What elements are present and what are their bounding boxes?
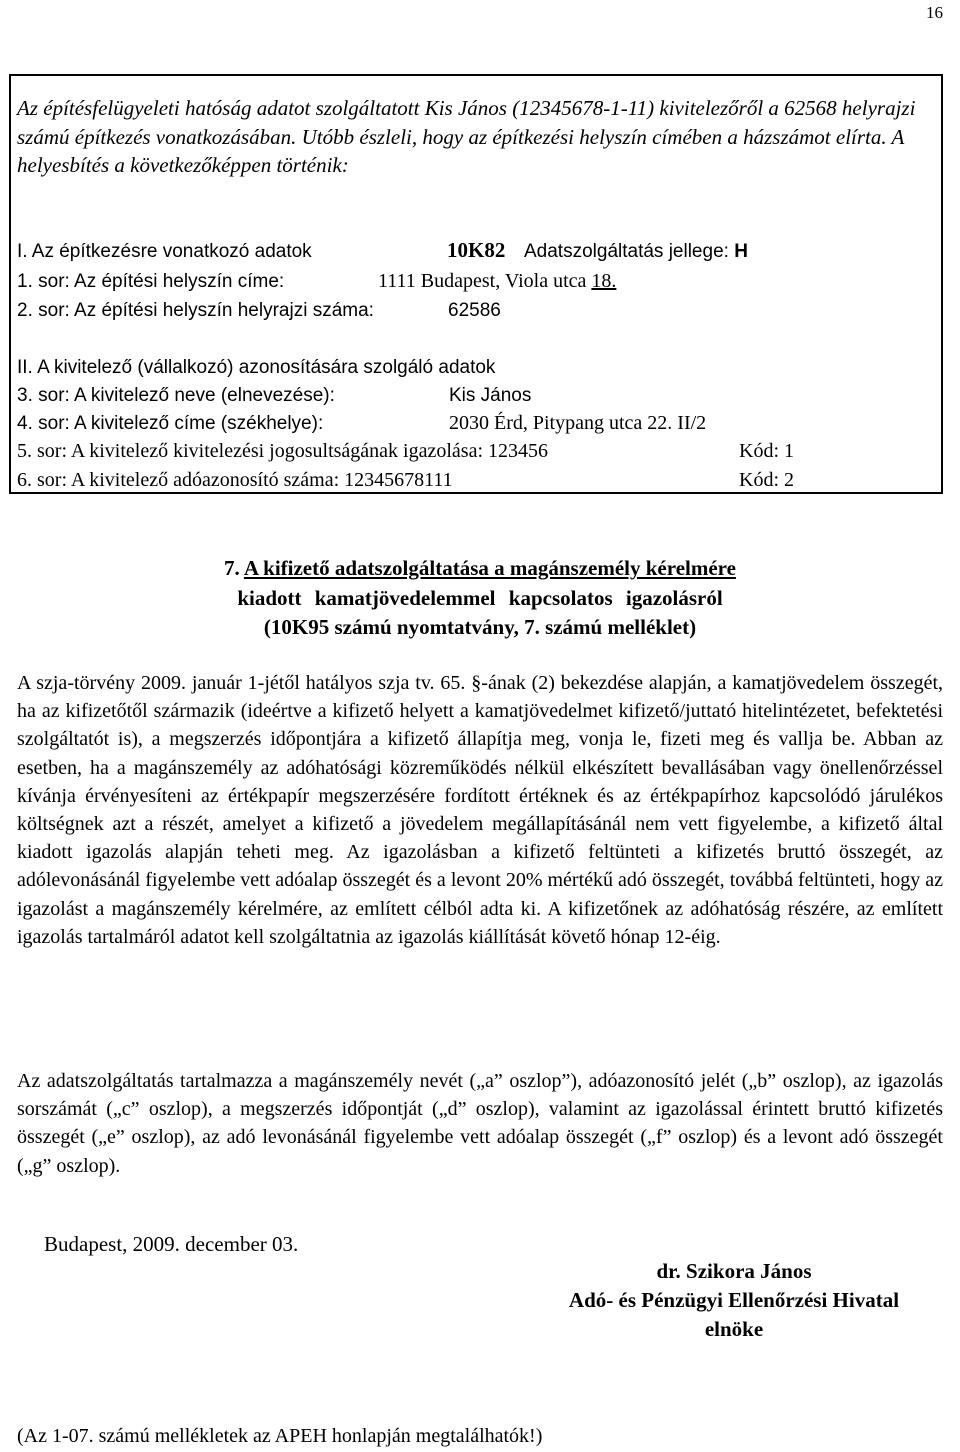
example-intro-text: Az építésfelügyeleti hatóság adatot szolgáltatott Kis János (12345678-1-11) kivitelezőről a 62568 helyrajzi számú építkezés vonatkozásában. Utóbb észleli, hogy az építkezési helyszín címében a házszámot elírta. A helyesbítés a következőképpen történik: <box>17 96 916 177</box>
signatory-role: elnöke <box>704 1317 764 1341</box>
section2-title: II. A kivitelező (vállalkozó) azonosítására szolgáló adatok <box>17 357 496 378</box>
row3-value: Kis János <box>449 385 532 406</box>
data-type-label <box>524 241 748 263</box>
section7-heading-line2: kiadott kamatjövedelemmel kapcsolatos igazolásról <box>237 586 723 610</box>
section7-heading-line3: (10K95 számú nyomtatvány, 7. számú melléklet) <box>263 615 697 639</box>
row4-label: 4. sor: A kivitelező címe (székhelye): <box>17 413 324 434</box>
data-type-value: H <box>734 241 748 262</box>
section7-title: A kifizető adatszolgáltatása a magánszemély kérelmére <box>243 556 736 580</box>
row5-code: Kód: 1 <box>739 440 794 462</box>
row1-value-text: 1111 Budapest, Viola utca <box>378 270 587 292</box>
signature-block <box>541 1257 927 1344</box>
row6-code: Kód: 2 <box>739 469 794 491</box>
page-number: 16 <box>926 3 943 22</box>
row5-label: 5. sor: A kivitelező kivitelezési jogosultságának igazolása: 123456 <box>17 440 548 462</box>
row1-value <box>378 270 616 293</box>
footnote: (Az 1-07. számú mellékletek az APEH honlapján megtalálhatók!) <box>17 1425 543 1447</box>
body-paragraph-1: A szja-törvény 2009. január 1-jétől hatályos szja tv. 65. §-ának (2) bekezdése alapján, a kamatjövedelem összegét, ha az kifizetőtől származik (ideértve a kifizető helyett a kamatjövedelmet kifizető/juttató hitelintézetet, befektetési szolgáltatót is), a megszerzés időpontjára a kifizető állapítja meg, vonja le, fizeti meg és vallja be. Abban az esetben, ha a magánszemély az adóhatósági közreműködés nélkül elkészített bevallásában vagy önellenőrzéssel kívánja érvényesíteni az értékpapír megszerzésére fordított értéknek és az értékpapírhoz kapcsolódó járulékos költségnek azt a részét, amelyet a kifizető a jövedelem megállapításánál nem vett figyelembe, a kifizető által kiadott igazolás alapján teheti meg. Az igazolásban a kifizető feltünteti a kifizetés bruttó összegét, az adólevonásánál figyelembe vett adóalap összegét és a levont 20% mértékű adó összegét, továbbá feltünteti, hogy az igazolást a magánszemély kérelmére, az említett célból adta ki. A kifizetőnek az adóhatóság részére, az említett igazolás tartalmáról adatot kell szolgáltatnia az igazolás kiállítását követő hónap 12-éig. <box>17 672 943 948</box>
body-paragraph-2: Az adatszolgáltatás tartalmazza a magánszemély nevét („a” oszlop”), adóazonosító jelét („b” oszlop), az igazolás sorszámát („c” oszlop), a megszerzés időpontját („d” oszlop), valamint az igazolással érintett bruttó kifizetés összegét („e” oszlop), az adó levonásánál figyelembe vett adóalap összegét („f” oszlop) és a levont adó összegét („g” oszlop). <box>17 1070 943 1177</box>
date-place: Budapest, 2009. december 03. <box>44 1232 299 1256</box>
row3-label: 3. sor: A kivitelező neve (elnevezése): <box>17 385 335 406</box>
signatory-name: dr. Szikora János <box>656 1259 812 1283</box>
row2-value: 62586 <box>448 300 501 321</box>
section7-heading-line1 <box>0 554 960 583</box>
section1-title: I. Az építkezésre vonatkozó adatok <box>17 241 312 262</box>
row4-value: 2030 Érd, Pitypang utca 22. II/2 <box>449 412 707 434</box>
row6-label: 6. sor: A kivitelező adóazonosító száma: 12345678111 <box>17 469 453 491</box>
row1-label: 1. sor: Az építési helyszín címe: <box>17 271 285 292</box>
data-type-label-text: Adatszolgáltatás jellege: <box>524 241 729 262</box>
section7-number: 7. <box>224 556 240 580</box>
row2-label: 2. sor: Az építési helyszín helyrajzi száma: <box>17 300 374 321</box>
signatory-organization: Adó- és Pénzügyi Ellenőrzési Hivatal <box>568 1288 900 1312</box>
form-code: 10K82 <box>447 238 506 262</box>
row1-value-corrected: 18. <box>591 270 617 292</box>
